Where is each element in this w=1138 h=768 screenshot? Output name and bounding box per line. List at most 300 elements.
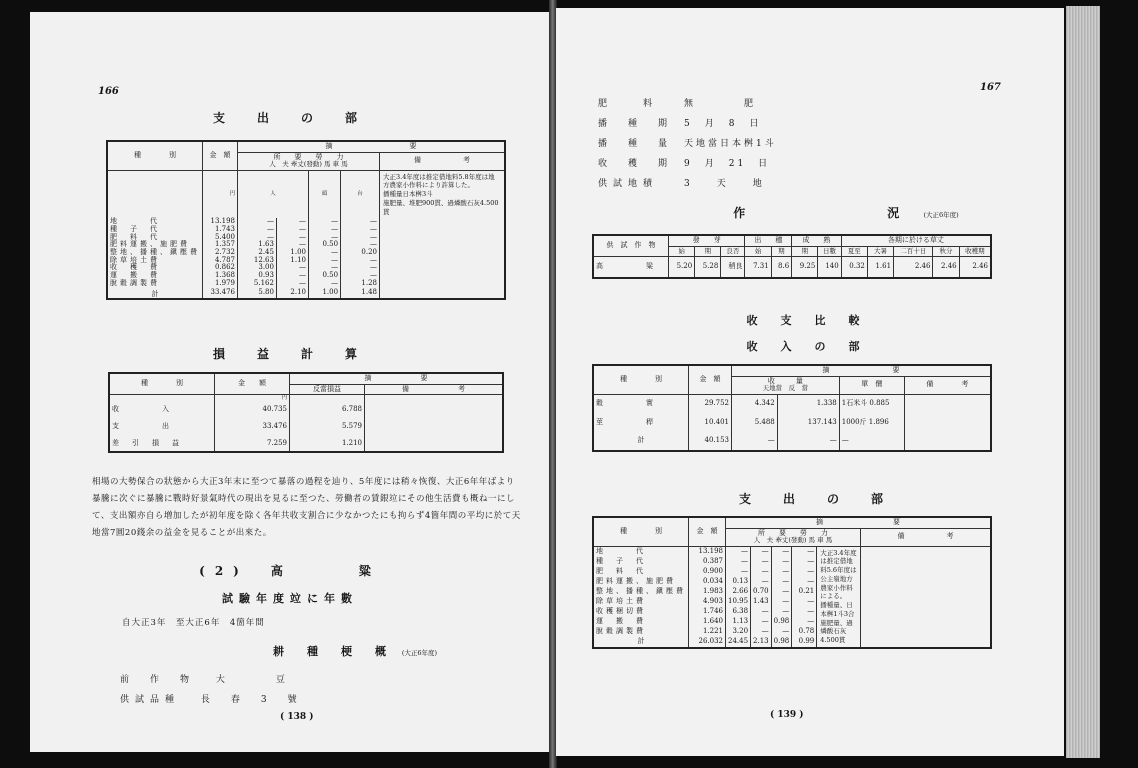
sub-title: 試驗年度竝に年數 [222, 592, 358, 605]
growth-value: 0.32 [841, 256, 867, 278]
col-labor [238, 152, 380, 170]
row-engine: — [276, 272, 308, 280]
table-row [107, 272, 505, 280]
row-horse: — [771, 597, 792, 607]
table-row [107, 288, 505, 300]
row-horse: — [309, 249, 341, 257]
table-row [107, 280, 505, 288]
row-engine: — [276, 264, 308, 272]
row-amount: 1.743 [203, 226, 238, 234]
spec-label: 收 穫 期 [598, 159, 674, 169]
row-yield-tan: 1.338 [777, 394, 839, 413]
row-remarks [365, 418, 504, 435]
row-amount: 1.979 [203, 280, 238, 288]
row-engine: 2.10 [276, 288, 308, 300]
row-horse: — [309, 264, 341, 272]
row-cart: 0.21 [792, 587, 817, 597]
row-amount: 0.862 [203, 264, 238, 272]
row-label: 支 出 [109, 418, 215, 435]
row-cart: 1.48 [341, 288, 380, 300]
growth-title [716, 204, 976, 221]
income-col-yield [732, 376, 840, 394]
growth-table [592, 234, 992, 279]
growth-subheader: 夏至 [841, 246, 867, 256]
row-label: 除草培土費 [107, 257, 203, 265]
test-period: 自大正3年 至大正6年 4箇年間 [122, 618, 265, 628]
table-row [593, 394, 991, 413]
previous-crop-value: 大 豆 [215, 675, 291, 685]
profit-loss-title: 損 益 計 算 [212, 347, 367, 361]
row-cart: — [792, 577, 817, 587]
spec-value: 5 月 8 日 [684, 119, 762, 129]
spec-label: 肥 料 [598, 99, 659, 109]
income-col-amount: 金 額 [689, 365, 732, 394]
expense-title: 支 出 の 部 [212, 111, 367, 125]
row-label: 脫穀調製費 [593, 627, 689, 637]
row-label: 運 搬 費 [593, 617, 689, 627]
row-yield-tenchi: 5.488 [732, 413, 778, 432]
unit-head: 頭 [309, 170, 341, 218]
remark-line: 播種量日本桝3斗 [383, 190, 433, 199]
spec-row [598, 96, 777, 116]
left-page-number: 166 [98, 86, 119, 97]
row-horse: — [771, 577, 792, 587]
row-amount: 26.032 [689, 637, 726, 648]
row-label: 肥料運搬、施肥費 [107, 241, 203, 249]
row-worker: — [238, 234, 277, 242]
expense-remarks [380, 170, 506, 218]
row-horse: — [309, 234, 341, 242]
table-row [593, 617, 991, 627]
row-amount: 10.401 [689, 413, 732, 432]
r-labor-sub-cart: 車 [817, 536, 824, 545]
row-label: 種 子 代 [107, 226, 203, 234]
row-label: 收 入 [109, 401, 215, 418]
growth-subheader: 期 [771, 246, 792, 256]
spec-row [598, 176, 777, 196]
row-label: 種 子 代 [593, 557, 689, 567]
growth-subheader: 日數 [818, 246, 841, 256]
growth-value: 5.20 [669, 256, 695, 278]
growth-value: 2.46 [894, 256, 933, 278]
table-row [109, 418, 503, 435]
variety-row [120, 692, 303, 705]
row-amount: 4.787 [203, 257, 238, 265]
row-cart: — [792, 567, 817, 577]
table-row [107, 218, 505, 226]
row-amount: 1.357 [203, 241, 238, 249]
remark-line: 大正3.4年度は推定借地料5.6年度は公主嶺地方農家小作料による。 [820, 548, 857, 601]
row-amount: 1.368 [203, 272, 238, 280]
row-per-tan: 6.788 [290, 401, 365, 418]
unit-person: 人 [238, 170, 309, 218]
row-amount: 7.259 [215, 435, 290, 452]
row-label: 計 [593, 432, 689, 451]
table-row [593, 627, 991, 637]
row-engine: — [751, 617, 772, 627]
spec-value: 9 月 21 日 [684, 159, 771, 169]
previous-crop-label: 前 作 物 [120, 675, 196, 685]
row-engine: — [276, 280, 308, 288]
growth-subheader: 大暑 [867, 246, 893, 256]
row-worker: 10.95 [726, 597, 751, 607]
variety-value: 長 春 3 號 [200, 695, 303, 705]
labor-sub-worker: 人 夫 [269, 160, 289, 169]
row-amount: 13.198 [203, 218, 238, 226]
growth-group-heading: 出 穗 [745, 235, 792, 246]
row-amount: 1.746 [689, 607, 726, 617]
labor-sub-horse: 馬 [324, 160, 331, 169]
income-col-remarks: 備 考 [904, 376, 991, 394]
row-price: 1石米斗 0.885 [839, 394, 904, 413]
row-worker: 6.38 [726, 607, 751, 617]
growth-subheader: 秋分 [933, 246, 959, 256]
growth-value: 7.31 [745, 256, 771, 278]
row-horse: — [309, 257, 341, 265]
row-label: 脫穀調製費 [107, 280, 203, 288]
unit-cart: 台 [341, 170, 380, 218]
row-engine: — [751, 607, 772, 617]
remark-line: 大正3.4年度は推定借地料5.8年度は地方農家小作料により許算した。 [383, 172, 495, 190]
r-labor-sub-horse: 馬 [808, 536, 816, 545]
income-col-item: 種 別 [593, 365, 689, 394]
row-engine: — [751, 577, 772, 587]
growth-value: 1.61 [867, 256, 893, 278]
table-row [109, 401, 503, 418]
row-cart: — [341, 234, 380, 242]
row-engine: 1.43 [751, 597, 772, 607]
row-amount: 33.476 [203, 288, 238, 300]
row-cart: — [792, 597, 817, 607]
row-cart: — [341, 272, 380, 280]
row-worker: 12.63 [238, 257, 277, 265]
r-labor-sub-engine: 牽丈(發動) [775, 536, 807, 545]
table-row [107, 257, 505, 265]
row-worker: 2.45 [238, 249, 277, 257]
row-amount: 29.752 [689, 394, 732, 413]
growth-year: (大正6年度) [923, 211, 959, 219]
row-amount: 4.903 [689, 597, 726, 607]
row-horse: — [771, 607, 792, 617]
previous-crop-row [120, 672, 291, 685]
cultivation-year: (大正6年度) [401, 649, 438, 657]
row-horse: — [309, 218, 341, 226]
growth-title-text: 作 況 [733, 206, 910, 220]
row-worker: 0.13 [726, 577, 751, 587]
row-worker: — [238, 218, 277, 226]
income-col-summary: 摘 要 [732, 365, 992, 376]
left-page [30, 12, 550, 752]
row-worker: 3.00 [238, 264, 277, 272]
col-remarks: 備 考 [380, 152, 506, 170]
row-horse: 0.50 [309, 272, 341, 280]
labor-sub-cart: 車 [332, 160, 340, 169]
table-row [593, 413, 991, 432]
r-labor-sub-horse2: 馬 [825, 536, 833, 545]
row-remarks [904, 413, 991, 432]
growth-subheader: 始 [745, 246, 771, 256]
row-amount: 33.476 [215, 418, 290, 435]
growth-value: 9.25 [792, 256, 818, 278]
right-expense-title: 支 出 の 部 [738, 492, 893, 506]
variety-label: 供試品種 [120, 695, 181, 705]
row-amount: 1.221 [689, 627, 726, 637]
row-cart: — [341, 226, 380, 234]
row-engine: — [276, 241, 308, 249]
spec-row [598, 136, 777, 156]
right-page-number: 167 [980, 82, 1001, 93]
table-row [593, 597, 991, 607]
section-title: (2) 高 粱 [199, 564, 381, 578]
r-col-labor [726, 528, 861, 546]
pl-col-per-tan: 反當損益 [290, 384, 365, 395]
growth-crop: 高 粱 [593, 256, 669, 278]
income-rows [593, 394, 991, 451]
growth-subheader: 始 [669, 246, 695, 256]
spec-row [598, 156, 777, 176]
r-labor-header: 所 要 勞 力 [758, 528, 828, 537]
row-cart: — [792, 607, 817, 617]
row-worker: 5.162 [238, 280, 277, 288]
col-amount: 金 額 [203, 141, 238, 170]
row-label: 收 穫 費 [107, 264, 203, 272]
growth-group-germination: 發 芽 [669, 235, 745, 246]
table-row [593, 577, 991, 587]
table-row [107, 226, 505, 234]
growth-value: 8.6 [771, 256, 792, 278]
table-row [593, 557, 991, 567]
row-engine: 1.00 [276, 249, 308, 257]
spec-value: 3 天 地 [684, 179, 765, 189]
growth-group-maturity: 成 熟 [792, 235, 842, 246]
row-label: 肥 料 代 [107, 234, 203, 242]
balance-title: 收 支 比 較 [746, 314, 866, 327]
expense-table-left [106, 140, 506, 300]
row-cart: 0.99 [792, 637, 817, 648]
remark-line: 施肥量、過燐酸石灰4.500貫 [820, 618, 853, 645]
growth-group-height: 各期に於ける草丈 [841, 235, 991, 246]
cultivation-title [240, 643, 470, 659]
spec-label: 播 種 期 [598, 119, 674, 129]
unit-yen: 円 [203, 170, 238, 218]
spec-label: 播 種 量 [598, 139, 674, 149]
row-yield-tenchi: 4.342 [732, 394, 778, 413]
row-engine: — [276, 234, 308, 242]
cultivation-title-text: 耕 種 梗 概 [272, 645, 392, 658]
row-label: 計 [593, 637, 689, 648]
row-worker: — [726, 567, 751, 577]
row-label: 收穫梱切費 [593, 607, 689, 617]
left-footer: ( 138 ) [280, 712, 314, 722]
row-worker: 5.80 [238, 288, 277, 300]
row-cart: — [792, 617, 817, 627]
row-label: 穀 實 [593, 394, 689, 413]
row-yield-tenchi: — [732, 432, 778, 451]
table-row [593, 546, 991, 557]
table-row [107, 249, 505, 257]
r-col-remarks: 備 考 [861, 528, 992, 546]
row-cart: — [341, 241, 380, 249]
growth-subheader: 收穫期 [959, 246, 991, 256]
remark-line: 施肥量、堆肥900貫、過燐酸石灰4.500貫 [383, 198, 499, 216]
growth-value: 2.46 [933, 256, 959, 278]
right-page [556, 8, 1064, 756]
table-row [593, 607, 991, 617]
row-engine: — [751, 546, 772, 557]
growth-subheader: 期 [695, 246, 721, 256]
book-fore-edge [1066, 6, 1100, 758]
row-per-tan: 5.579 [290, 418, 365, 435]
remark-line: 播種量、日本桝1斗3合 [820, 601, 855, 618]
row-horse: — [771, 587, 792, 597]
profit-loss-table [108, 372, 504, 453]
row-cart: — [792, 557, 817, 567]
row-amount: 0.034 [689, 577, 726, 587]
row-per-tan: 1.210 [290, 435, 365, 452]
spec-label: 供試地積 [598, 179, 659, 189]
row-yield-tan: — [777, 432, 839, 451]
body-paragraph: 相場の大勢保合の狀態から大正3年末に至つて暴落の過程を辿り、5年度には稍々恢復、大正6年年ばより暴騰に次ぐに暴騰に戰時好景氣時代の現出を見るに至つた、勞働者の賃銀竝にその他生活費も概ね一にして、支出額亦自ら増加したが初年度を除く各年共收支割合に少なかつたにも拘らず4箇年間の平均に於て天地當7圓20錢余の益金を見ることが出來た。 [92, 477, 521, 538]
labor-sub-engine: 牽丈(發動) [290, 160, 322, 169]
row-amount: 5.400 [203, 234, 238, 242]
row-label: 整地、播種、鎭壓費 [107, 249, 203, 257]
table-row [593, 567, 991, 577]
spec-row [598, 116, 777, 136]
expense-table-right [592, 516, 992, 649]
table-row [107, 264, 505, 272]
row-worker: 1.63 [238, 241, 277, 249]
row-worker: — [726, 557, 751, 567]
row-amount: 40.153 [689, 432, 732, 451]
table-row [593, 587, 991, 597]
row-label: 莖 稈 [593, 413, 689, 432]
row-cart: — [341, 257, 380, 265]
row-engine: 2.13 [751, 637, 772, 648]
yield-sub-tenchi: 天地當 [762, 384, 783, 393]
growth-value: 140 [818, 256, 841, 278]
income-col-price: 單 價 [839, 376, 904, 394]
row-horse: — [771, 567, 792, 577]
row-remarks [365, 435, 504, 452]
labor-sub-horse2: 馬 [341, 160, 348, 169]
row-engine: 1.10 [276, 257, 308, 265]
row-amount: 2.732 [203, 249, 238, 257]
row-horse: 0.50 [309, 241, 341, 249]
row-label: 肥 料 代 [593, 567, 689, 577]
r-col-summary: 摘 要 [726, 517, 992, 528]
row-cart: 0.78 [792, 627, 817, 637]
row-cart: 1.28 [341, 280, 380, 288]
table-row [109, 435, 503, 452]
row-yield-tan: 137.143 [777, 413, 839, 432]
row-engine: — [276, 218, 308, 226]
col-item: 種 別 [107, 141, 203, 170]
row-price: 1000斤 1.896 [839, 413, 904, 432]
row-remarks [365, 401, 504, 418]
spec-list [598, 96, 777, 196]
row-amount: 0.387 [689, 557, 726, 567]
r-labor-sub-worker: 人 夫 [753, 536, 774, 545]
expense-rows [107, 218, 505, 299]
row-price: — [839, 432, 904, 451]
row-label: 除草培土費 [593, 597, 689, 607]
income-table [592, 364, 992, 452]
r-expense-rows [593, 546, 991, 648]
row-amount: 1.640 [689, 617, 726, 627]
row-label: 計 [107, 288, 203, 300]
pl-rows [109, 401, 503, 452]
row-label: 地 代 [107, 218, 203, 226]
row-amount: 40.735 [215, 401, 290, 418]
row-worker: — [726, 546, 751, 557]
growth-col-crop: 供 試 作 物 [593, 235, 669, 256]
row-horse: — [771, 627, 792, 637]
r-expense-remarks [817, 546, 861, 648]
row-worker: 24.45 [726, 637, 751, 648]
row-cart: 0.20 [341, 249, 380, 257]
row-label: 整地、播種、鎭壓費 [593, 587, 689, 597]
row-horse: — [771, 546, 792, 557]
growth-subheader: 良否 [721, 246, 745, 256]
growth-value: 稍良 [721, 256, 745, 278]
row-horse: 0.98 [771, 637, 792, 648]
row-engine: 0.70 [751, 587, 772, 597]
row-label: 差 引 損 益 [109, 435, 215, 452]
row-horse: 0.98 [771, 617, 792, 627]
growth-subheader: 二百十日 [894, 246, 933, 256]
row-cart: — [792, 546, 817, 557]
income-title: 收 入 の 部 [746, 340, 866, 353]
row-worker: 2.66 [726, 587, 751, 597]
yield-sub-tan: 反 當 [788, 384, 809, 393]
pl-col-item: 種 別 [109, 373, 215, 395]
spec-value: 天地當日本桝1斗 [684, 139, 777, 149]
row-amount: 13.198 [689, 546, 726, 557]
r-col-item: 種 別 [593, 517, 689, 546]
growth-value: 5.28 [695, 256, 721, 278]
growth-value: 2.46 [959, 256, 991, 278]
row-remarks [904, 394, 991, 413]
row-cart: — [341, 218, 380, 226]
growth-subheader: 期 [792, 246, 818, 256]
right-footer: ( 139 ) [770, 710, 804, 720]
pl-col-remarks: 備 考 [365, 384, 504, 395]
row-amount: 1.983 [689, 587, 726, 597]
yield-header: 收 量 [767, 376, 803, 385]
row-remarks [904, 432, 991, 451]
row-engine: — [751, 557, 772, 567]
row-horse: — [309, 226, 341, 234]
row-worker: 3.20 [726, 627, 751, 637]
col-summary: 摘 要 [238, 141, 506, 152]
row-amount: 0.900 [689, 567, 726, 577]
row-label: 地 代 [593, 546, 689, 557]
row-horse: — [771, 557, 792, 567]
row-worker: — [238, 226, 277, 234]
row-cart: — [341, 264, 380, 272]
growth-value-row [593, 256, 991, 278]
table-row [593, 637, 991, 648]
row-engine: — [751, 627, 772, 637]
row-label: 肥料運搬、施肥費 [593, 577, 689, 587]
pl-unit: 円 [215, 395, 290, 402]
pl-col-amount: 金 額 [215, 373, 290, 395]
pl-col-summary: 摘 要 [290, 373, 504, 384]
spec-value: 無 肥 [684, 99, 757, 109]
row-engine: — [276, 226, 308, 234]
r-col-amount: 金 額 [689, 517, 726, 546]
labor-header: 所 要 勞 力 [273, 152, 344, 161]
